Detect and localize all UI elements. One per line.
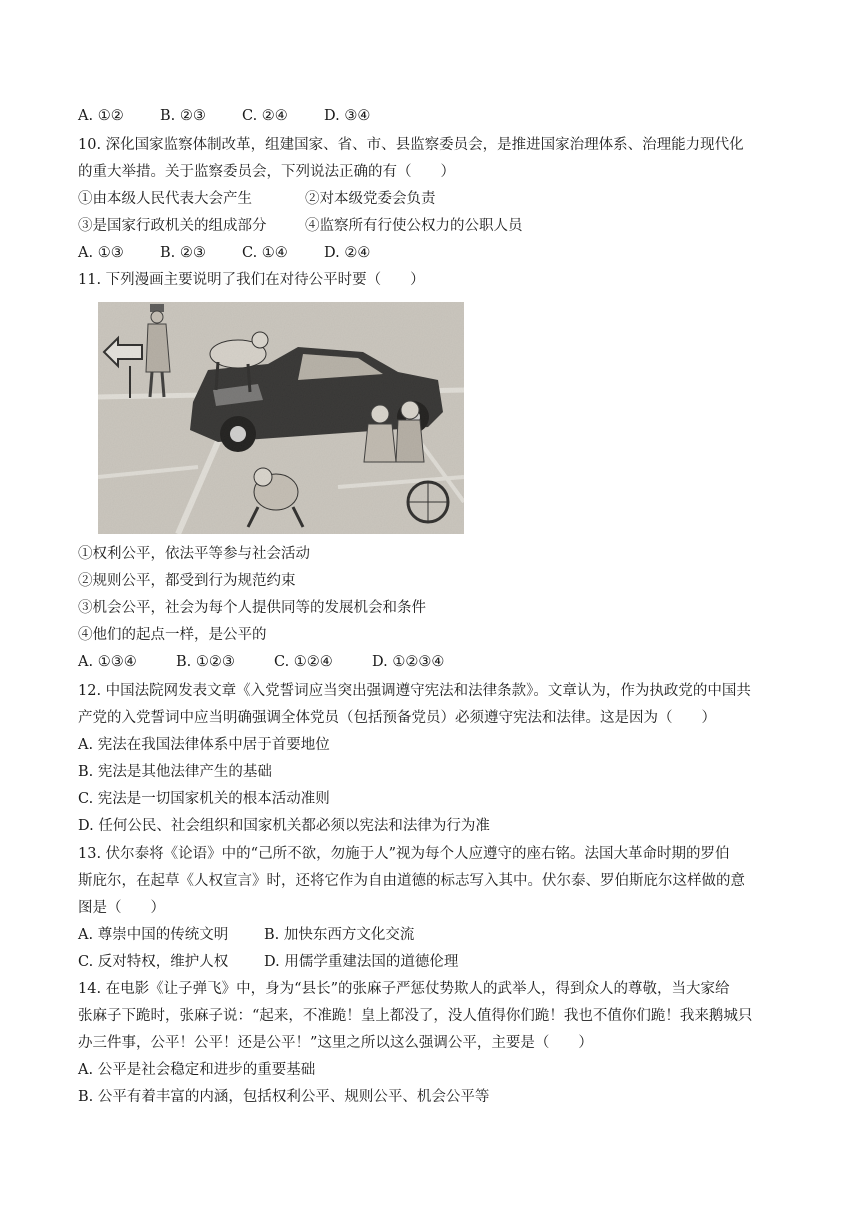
q14-stem-line1: 14. 在电影《让子弹飞》中，身为“县长”的张麻子严惩仗势欺人的武举人，得到众人的尊敬，当大家给 — [78, 981, 730, 997]
q11-option-c[interactable]: C. ①②④ — [274, 654, 333, 670]
q13-options-row2 — [78, 952, 458, 972]
q10-statement-2: ②对本级党委会负责 — [305, 191, 436, 207]
q9-option-d[interactable]: D. ③④ — [324, 108, 371, 124]
q10-statements-row1 — [78, 189, 436, 209]
q10-statement-3: ③是国家行政机关的组成部分 — [78, 218, 267, 234]
q12-stem-line1: 12. 中国法院网发表文章《入党誓词应当突出强调遵守宪法和法律条款》。文章认为，作为执政党的中国共 — [78, 683, 751, 699]
q11-options — [78, 652, 444, 672]
q13-option-a[interactable]: A. 尊崇中国的传统文明 — [78, 927, 229, 943]
q12-option-b[interactable]: B. 宪法是其他法律产生的基础 — [78, 764, 272, 780]
q14-stem-line2: 张麻子下跪时，张麻子说：“起来，不准跪！皇上都没了，没人值得你们跪！我也不值你们跪！我来鹅城只 — [78, 1008, 753, 1024]
q11-statement-3: ③机会公平，社会为每个人提供同等的发展机会和条件 — [78, 600, 426, 616]
q12-option-a[interactable]: A. 宪法在我国法律体系中居于首要地位 — [78, 737, 330, 753]
q11-statement-1: ①权利公平，依法平等参与社会活动 — [78, 546, 310, 562]
q13-option-d[interactable]: D. 用儒学重建法国的道德伦理 — [264, 954, 459, 970]
q10-option-d[interactable]: D. ②④ — [324, 245, 371, 261]
q10-statement-1: ①由本级人民代表大会产生 — [78, 191, 252, 207]
q9-option-b[interactable]: B. ②③ — [160, 108, 206, 124]
q9-option-c[interactable]: C. ②④ — [242, 108, 288, 124]
q11-statement-4: ④他们的起点一样，是公平的 — [78, 627, 267, 643]
q14-stem-line3: 办三件事，公平！公平！还是公平！”这里之所以这么强调公平，主要是（ ） — [78, 1035, 593, 1051]
q9-options — [78, 106, 370, 126]
q11-statement-2: ②规则公平，都受到行为规范约束 — [78, 573, 296, 589]
q10-option-a[interactable]: A. ①③ — [78, 245, 124, 261]
q9-option-a[interactable]: A. ①② — [78, 108, 124, 124]
q12-option-d[interactable]: D. 任何公民、社会组织和国家机关都必须以宪法和法律为行为准 — [78, 818, 490, 834]
q11-stem: 11. 下列漫画主要说明了我们在对待公平时要（ ） — [78, 272, 425, 288]
q11-option-b[interactable]: B. ①②③ — [176, 654, 235, 670]
q11-option-d[interactable]: D. ①②③④ — [372, 654, 445, 670]
q13-options-row1 — [78, 925, 414, 945]
q13-stem-line3: 图是（ ） — [78, 900, 165, 916]
q13-option-c[interactable]: C. 反对特权，维护人权 — [78, 954, 229, 970]
q10-option-b[interactable]: B. ②③ — [160, 245, 206, 261]
q10-statement-4: ④监察所有行使公权力的公职人员 — [305, 218, 523, 234]
q13-stem-line2: 斯庇尔，在起草《人权宣言》时，还将它作为自由道德的标志写入其中。伏尔泰、罗伯斯庇尔这样做的意 — [78, 873, 745, 889]
q12-option-c[interactable]: C. 宪法是一切国家机关的根本活动准则 — [78, 791, 330, 807]
q10-stem-line1: 10. 深化国家监察体制改革，组建国家、省、市、县监察委员会，是推进国家治理体系、治理能力现代化 — [78, 137, 744, 153]
cartoon-image — [98, 302, 464, 534]
q10-option-c[interactable]: C. ①④ — [242, 245, 288, 261]
q10-statements-row2 — [78, 216, 523, 236]
q14-option-b[interactable]: B. 公平有着丰富的内涵，包括权利公平、规则公平、机会公平等 — [78, 1089, 490, 1105]
q12-stem-line2: 产党的入党誓词中应当明确强调全体党员（包括预备党员）必须遵守宪法和法律。这是因为（ ） — [78, 710, 716, 726]
q10-options — [78, 243, 370, 263]
q11-option-a[interactable]: A. ①③④ — [78, 654, 137, 670]
q13-stem-line1: 13. 伏尔泰将《论语》中的“己所不欲，勿施于人”视为每个人应遵守的座右铭。法国大革命时期的罗伯 — [78, 846, 730, 862]
q13-option-b[interactable]: B. 加快东西方文化交流 — [264, 927, 415, 943]
q10-stem-line2: 的重大举措。关于监察委员会，下列说法正确的有（ ） — [78, 164, 455, 180]
q14-option-a[interactable]: A. 公平是社会稳定和进步的重要基础 — [78, 1062, 316, 1078]
